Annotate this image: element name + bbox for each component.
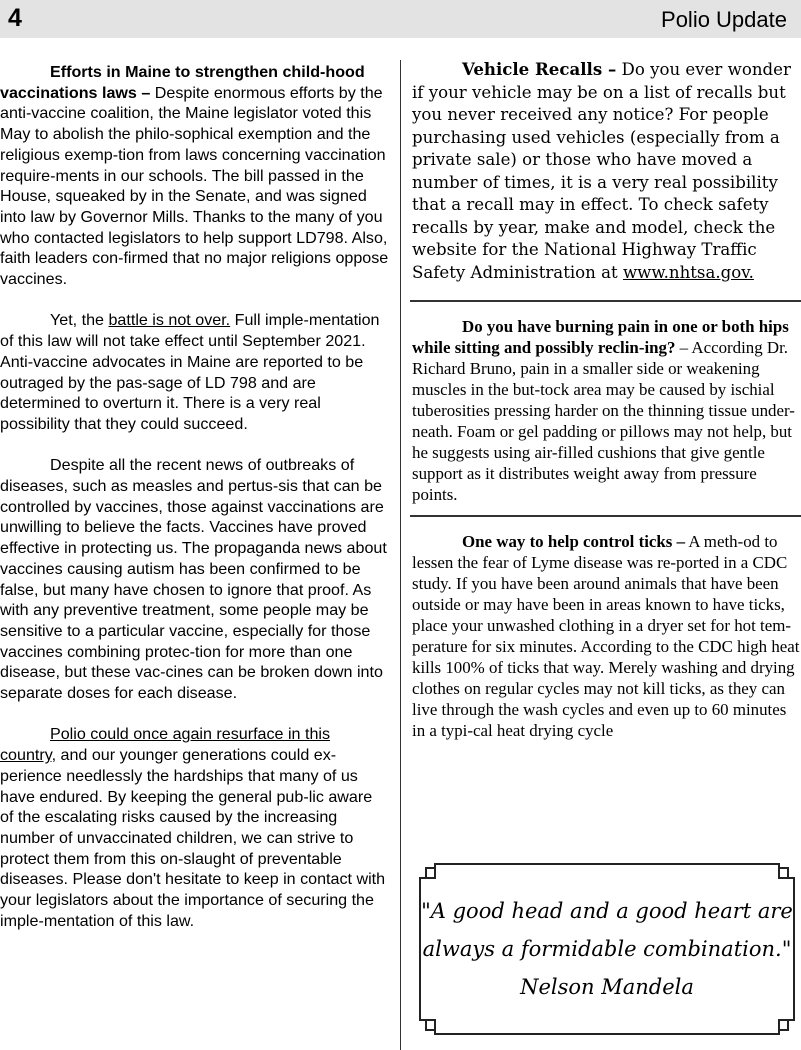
quote-text: [414, 892, 800, 1006]
maine-body: Despite enormous efforts by the anti-vaccine coalition, the Maine legislator voted this May to abolish the philo-sophical exemption and the religious exemp-tion from laws concerning vaccination require-ments in our schools. The bill passed in the House, squeaked by in the Senate, and was signed into law by Governor Mills. Thanks to the many of you who contacted legislators to help support LD798. Also, faith leaders con-firmed that no major religions oppose vaccines.: [0, 83, 389, 289]
quote-box: [414, 858, 800, 1040]
right-column: [412, 58, 800, 741]
polio-body: and our younger generations could ex-perience needlessly the hardships that many of us have endured. By keeping the general pub-lic aware of the escalating risks caused by the increasing number of unvaccinated children, we can strive to protect them from this on-slaught of preventable diseases. Please don't hesitate to keep in contact with your legislators about the importance of securing the imple-mentation of this law.: [0, 746, 386, 930]
column-divider: [400, 60, 401, 1050]
page-number: 4: [8, 4, 22, 32]
battle-pre: Yet, the: [50, 311, 109, 330]
maine-dash: –: [136, 83, 155, 102]
ticks-body: A meth-od to lessen the fear of Lyme disease was re-ported in a CDC study. If you have been around animals that have been outside or may have been in areas known to have ticks, place your unwashed clothing in a dryer set for hot tem-perature for six minutes. According to the CDC high heat kills 100% of ticks that way. Merely washing and drying clothes on regular cycles may not kill ticks, as they can live through the wash cycles and even up to 60 minutes in a typi-cal heat drying cycle: [412, 532, 800, 740]
nhtsa-link[interactable]: www.nhtsa.gov.: [622, 262, 754, 282]
battle-paragraph: [0, 310, 390, 434]
battle-body: Full imple-mentation of this law will not take effect until September 2021. Anti-vaccine advocates in Maine are reported to be outraged by the pas-sage of LD 798 and are determined to overturn it. There is a very real possibility that they could succeed.: [0, 311, 380, 433]
hips-article: [412, 316, 800, 505]
section-rule: [410, 300, 801, 302]
recalls-body: Do you ever wonder if your vehicle may be on a list of recalls but you never received any notice? For people purchasing used vehicles (especially from a private sale) or those who have moved a number of times, it is a very real possibility that a recall may in effect. To check safety recalls by year, make and model, check the website for the National Highway Traffic Safety Administration at: [412, 60, 791, 282]
ticks-heading: One way to help control ticks –: [462, 532, 686, 551]
page-header: [0, 0, 801, 38]
section-rule: [410, 515, 801, 517]
hips-heading: Do you have burning pain in one or both hips while sitting and possibly reclin-ing?: [412, 317, 789, 357]
quote-line-2: always a formidable combination.": [422, 937, 792, 961]
polio-paragraph: [0, 724, 390, 931]
quote-line-1: "A good head and a good heart are: [421, 899, 793, 923]
recalls-heading: Vehicle Recalls –: [462, 59, 617, 79]
maine-heading: Efforts in Maine to strengthen child-hood vaccinations laws: [0, 63, 365, 102]
recalls-article: [412, 58, 800, 284]
left-column: [0, 62, 390, 952]
outbreaks-paragraph: Despite all the recent news of outbreaks of diseases, such as measles and pertus-sis that can be controlled by vaccines, those against vaccinations are unwilling to believe the facts. Vaccines have proved effective in protecting us. The propaganda news about vaccines causing autism has been confirmed to be false, but many have chosen to ignore that proof. As with any preventive treatment, some people may be sensitive to a particular vaccine, especially for those vaccines combining protec-tion for more than one disease, but these vac-cines can be broken down into separate doses for each disease.: [0, 456, 387, 703]
battle-underline: battle is not over.: [108, 311, 231, 330]
maine-article: [0, 62, 390, 290]
ticks-article: [412, 531, 800, 741]
hips-body: – According Dr. Richard Bruno, pain in a smaller side or weakening muscles in the but-tock area may be caused by ischial tuberosities pressing harder on the thinning tissue under-neath. Foam or gel padding or pillows may not help, but he suggests using air-filled cushions that give gentle support as it distributes weight away from pressure points.: [412, 338, 795, 504]
quote-author: Nelson Mandela: [520, 975, 694, 999]
newsletter-title: Polio Update: [661, 7, 787, 32]
polio-underline: Polio could once again resurface in this country,: [0, 725, 331, 765]
